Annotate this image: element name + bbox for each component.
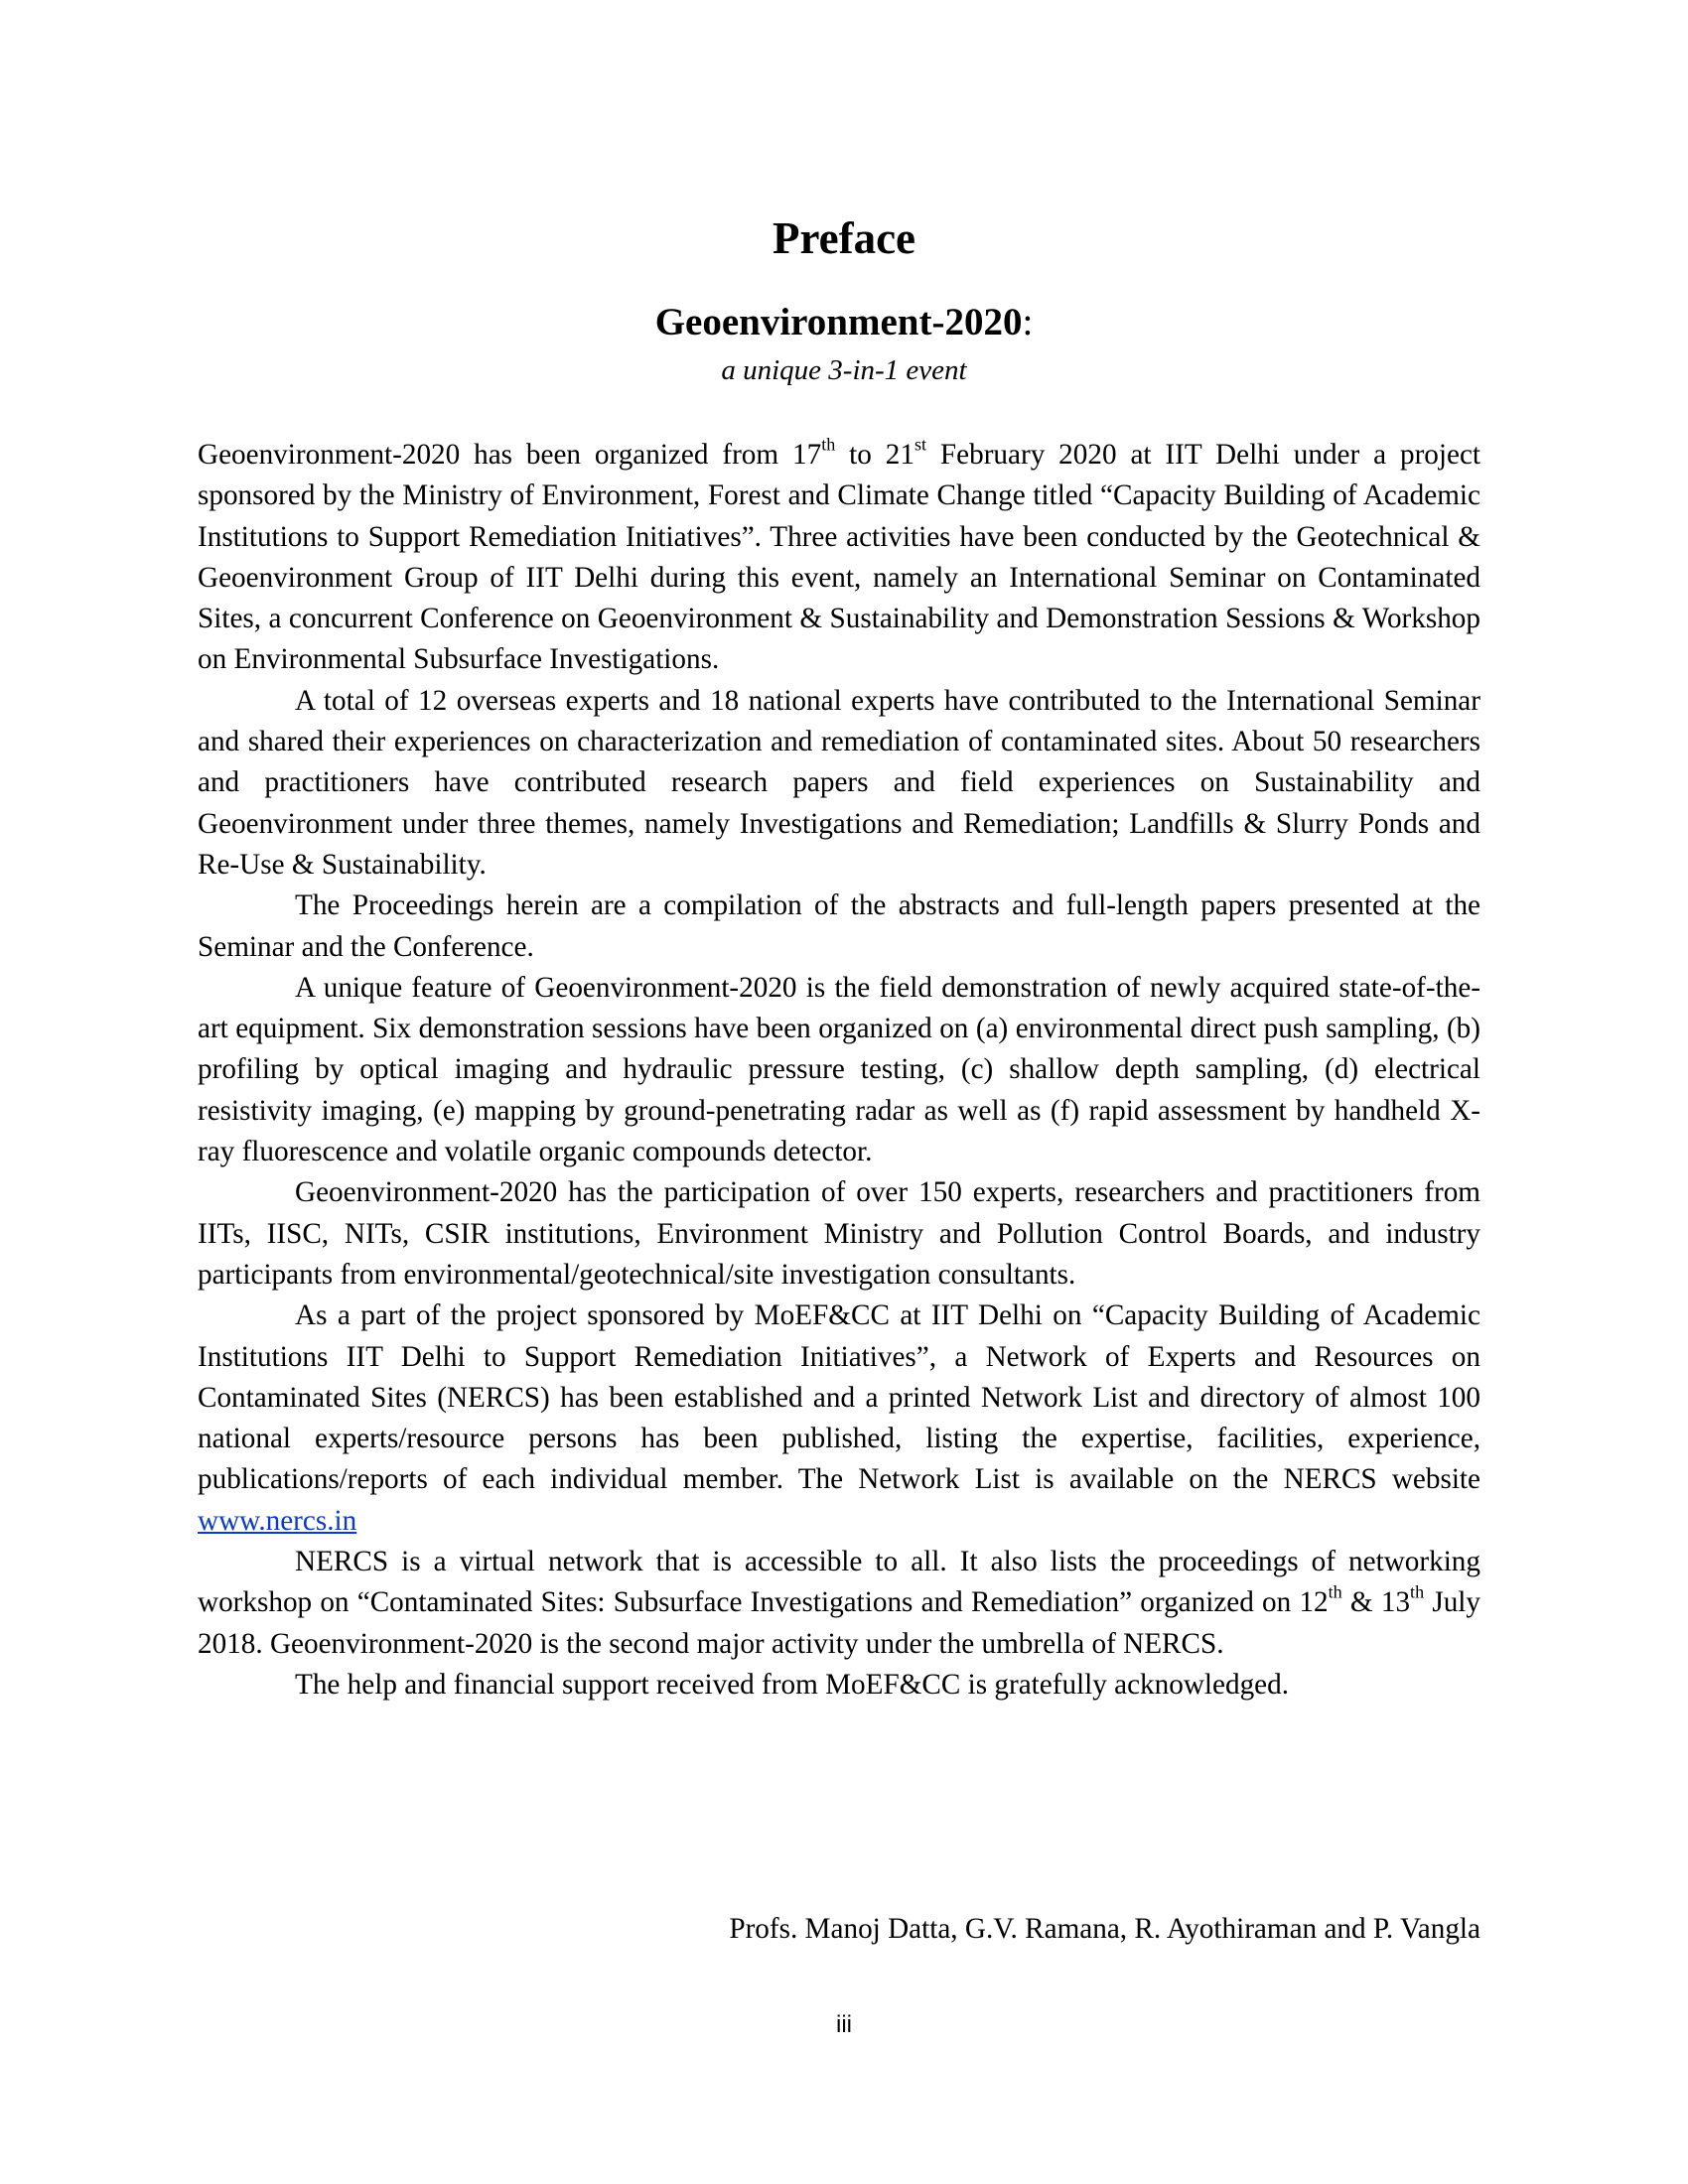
page-number: iii [836, 2011, 852, 2038]
paragraph-6 [198, 1296, 1480, 1542]
paragraph-8: The help and financial support received from MoEF&CC is gratefully acknowledged. [295, 1668, 1290, 1701]
paragraph-1 [198, 435, 1480, 681]
paragraph-6-text: As a part of the project sponsored by MoEF&CC at IIT Delhi on “Capacity Building of Academic Institutions IIT Delhi to Support Remediation Initiatives”, a Network of Experts and Resources on Contaminated Sites (NERCS) has been established and a printed Network List and directory of almost 100 national experts/resource persons has been published, listing the expertise, facilities, experience, publications/reports of each individual member. The Network List is available on the NERCS website [198, 1299, 1480, 1496]
event-title-text: Geoenvironment-2020 [654, 301, 1023, 343]
paragraph-5: Geoenvironment-2020 has the participation of over 150 experts, researchers and practitioners from IITs, IISC, NITs, CSIR institutions, Environment Ministry and Pollution Control Boards, and industry participants from environmental/geotechnical/site investigation consultants. [198, 1176, 1480, 1291]
event-title-colon: : [1022, 301, 1034, 343]
ordinal-suffix: th [821, 434, 836, 455]
paragraph-1-text-c: February 2020 at IIT Delhi under a project sponsored by the Ministry of Environment, Forest and Climate Change titled “Capacity Building of Academic Institutions to Support Remediation Initiatives”. Three activities have been conducted by the Geotechnical & Geoenvironment Group of IIT Delhi during this event, namely an International Seminar on Contaminated Sites, a concurrent Conference on Geoenvironment & Sustainability and Demonstration Sessions & Workshop on Environmental Subsurface Investigations. [198, 439, 1481, 676]
ordinal-suffix: th [1410, 1581, 1425, 1602]
paragraph-7-text-a: NERCS is a virtual network that is accessible to all. It also lists the proceedings of networking workshop on “Contaminated Sites: Subsurface Investigations and Remediation” organized on 12 [198, 1546, 1480, 1619]
page-title: Preface [772, 213, 916, 263]
preface-body [198, 435, 1480, 1706]
paragraph-7-text-c: July 2018. Geoenvironment-2020 is the second major activity under the umbrella of NERCS. [198, 1586, 1480, 1660]
paragraph-2: A total of 12 overseas experts and 18 national experts have contributed to the International Seminar and shared their experiences on characterization and remediation of contaminated sites. About 50 researchers and practitioners have contributed research papers and field experiences on Sustainability and Geoenvironment under three themes, namely Investigations and Remediation; Landfills & Slurry Ponds and Re-Use & Sustainability. [198, 684, 1480, 881]
ordinal-suffix: th [1328, 1581, 1342, 1602]
ordinal-suffix: st [914, 434, 927, 455]
paragraph-4: A unique feature of Geoenvironment-2020 is the field demonstration of newly acquired state-of-the-art equipment. Six demonstration sessions have been organized on (a) environmental direct push sampling, (b) profiling by optical imaging and hydraulic pressure testing, (c) shallow depth sampling, (d) electrical resistivity imaging, (e) mapping by ground-penetrating radar as well as (f) rapid assessment by handheld X-ray fluorescence and volatile organic compounds detector. [198, 971, 1480, 1168]
author-signature: Profs. Manoj Datta, G.V. Ramana, R. Ayothiraman and P. Vangla [729, 1913, 1480, 1945]
paragraph-1-text-b: to 21 [835, 439, 914, 471]
event-tagline: a unique 3-in-1 event [721, 354, 967, 386]
event-title [0, 298, 1688, 347]
paragraph-7-text-b: & 13 [1341, 1586, 1411, 1619]
paragraph-3: The Proceedings herein are a compilation of the abstracts and full-length papers presented at the Seminar and the Conference. [198, 889, 1480, 963]
nercs-website-link[interactable]: www.nercs.in [198, 1504, 357, 1537]
paragraph-1-text-a: Geoenvironment-2020 has been organized from 17 [198, 439, 822, 471]
paragraph-7 [198, 1542, 1480, 1665]
